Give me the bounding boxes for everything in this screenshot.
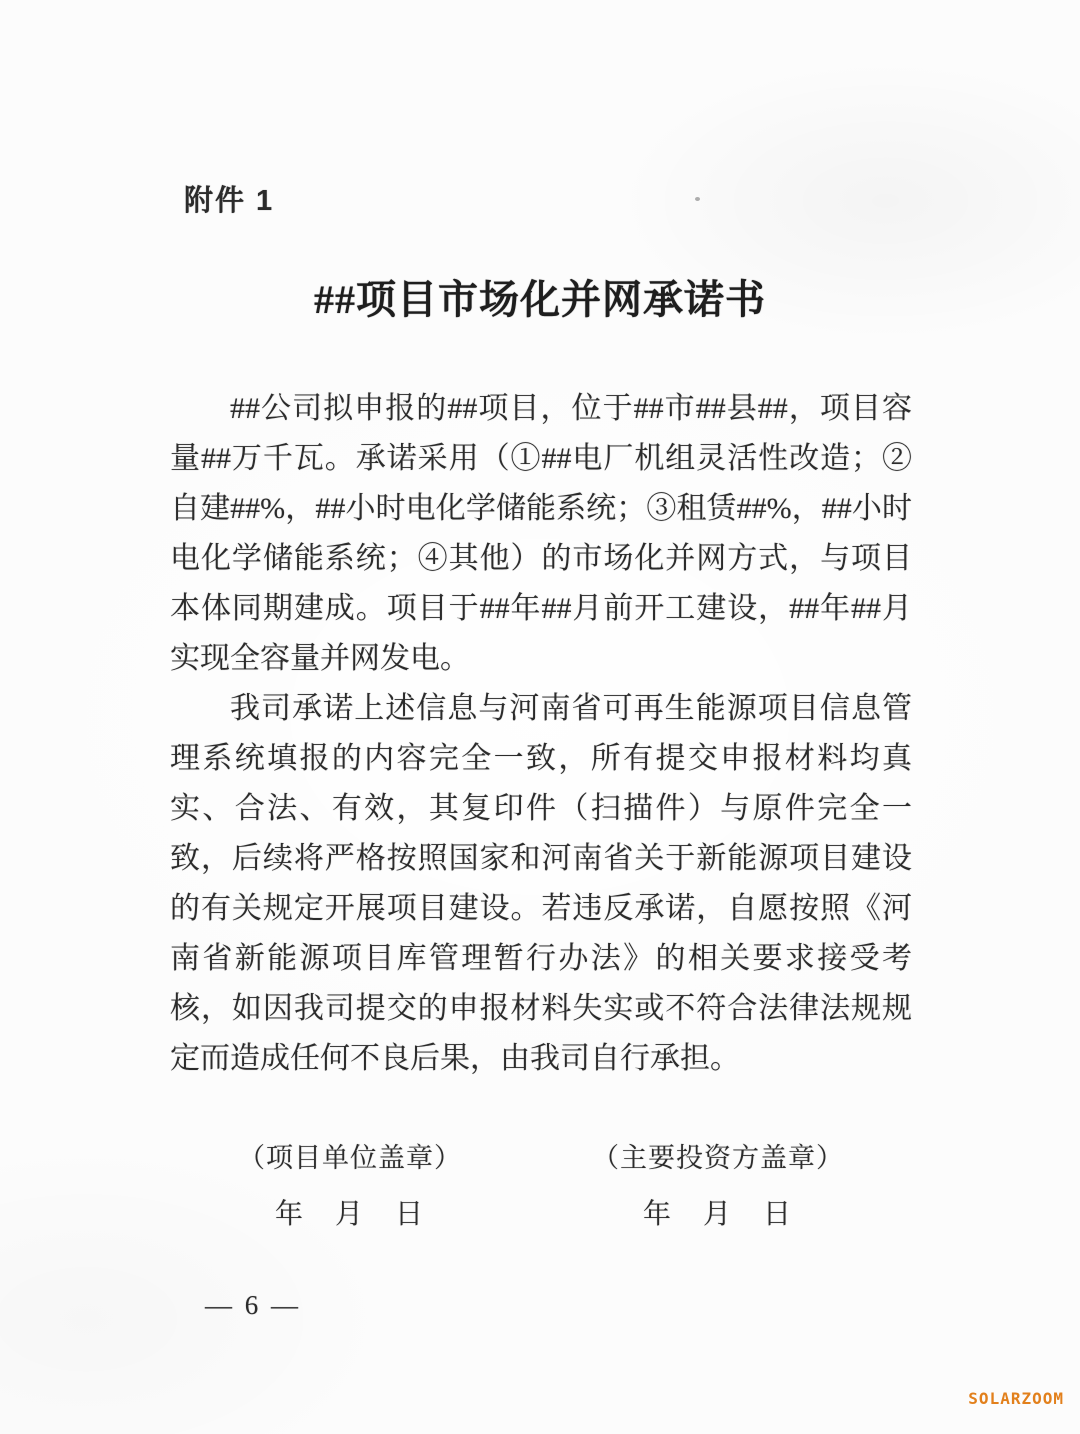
watermark-solarzoom: SOLARZOOM xyxy=(968,1389,1064,1408)
stamp-label-main-investor: （主要投资方盖章） xyxy=(592,1143,844,1173)
signature-block-main-investor xyxy=(592,1136,844,1232)
scan-speck xyxy=(695,197,700,201)
signature-section xyxy=(170,1136,912,1232)
paragraph-commitment-statement: 我司承诺上述信息与河南省可再生能源项目信息管理系统填报的内容完全一致，所有提交申报材料均真实、合法、有效，其复印件（扫描件）与原件完全一致，后续将严格按照国家和河南省关于新能源项目建设的有关规定开展项目建设。若违反承诺，自愿按照《河南省新能源项目库管理暂行办法》的相关要求接受考核，如因我司提交的申报材料失实或不符合法律法规规定而造成任何不良后果，由我司自行承担。 xyxy=(170,692,912,1075)
attachment-label: 附件 1 xyxy=(184,185,275,217)
document-body xyxy=(170,384,912,1084)
page-number: — 6 — xyxy=(205,1290,301,1320)
date-line-main-investor: 年 月 日 xyxy=(642,1199,793,1230)
date-line-project-unit: 年 月 日 xyxy=(274,1199,425,1230)
document-title: ##项目市场化并网承诺书 xyxy=(314,277,766,322)
stamp-label-project-unit: （项目单位盖章） xyxy=(238,1143,462,1173)
paragraph-project-declaration: ##公司拟申报的##项目，位于##市##县##，项目容量##万千瓦。承诺采用（①##电厂机组灵活性改造；②自建##%，##小时电化学储能系统；③租赁##%，##小时电化学储能系统；④其他）的市场化并网方式，与项目本体同期建成。项目于##年##月前开工建设，##年##月实现全容量并网发电。 xyxy=(170,392,912,675)
signature-block-project-unit xyxy=(238,1136,462,1232)
